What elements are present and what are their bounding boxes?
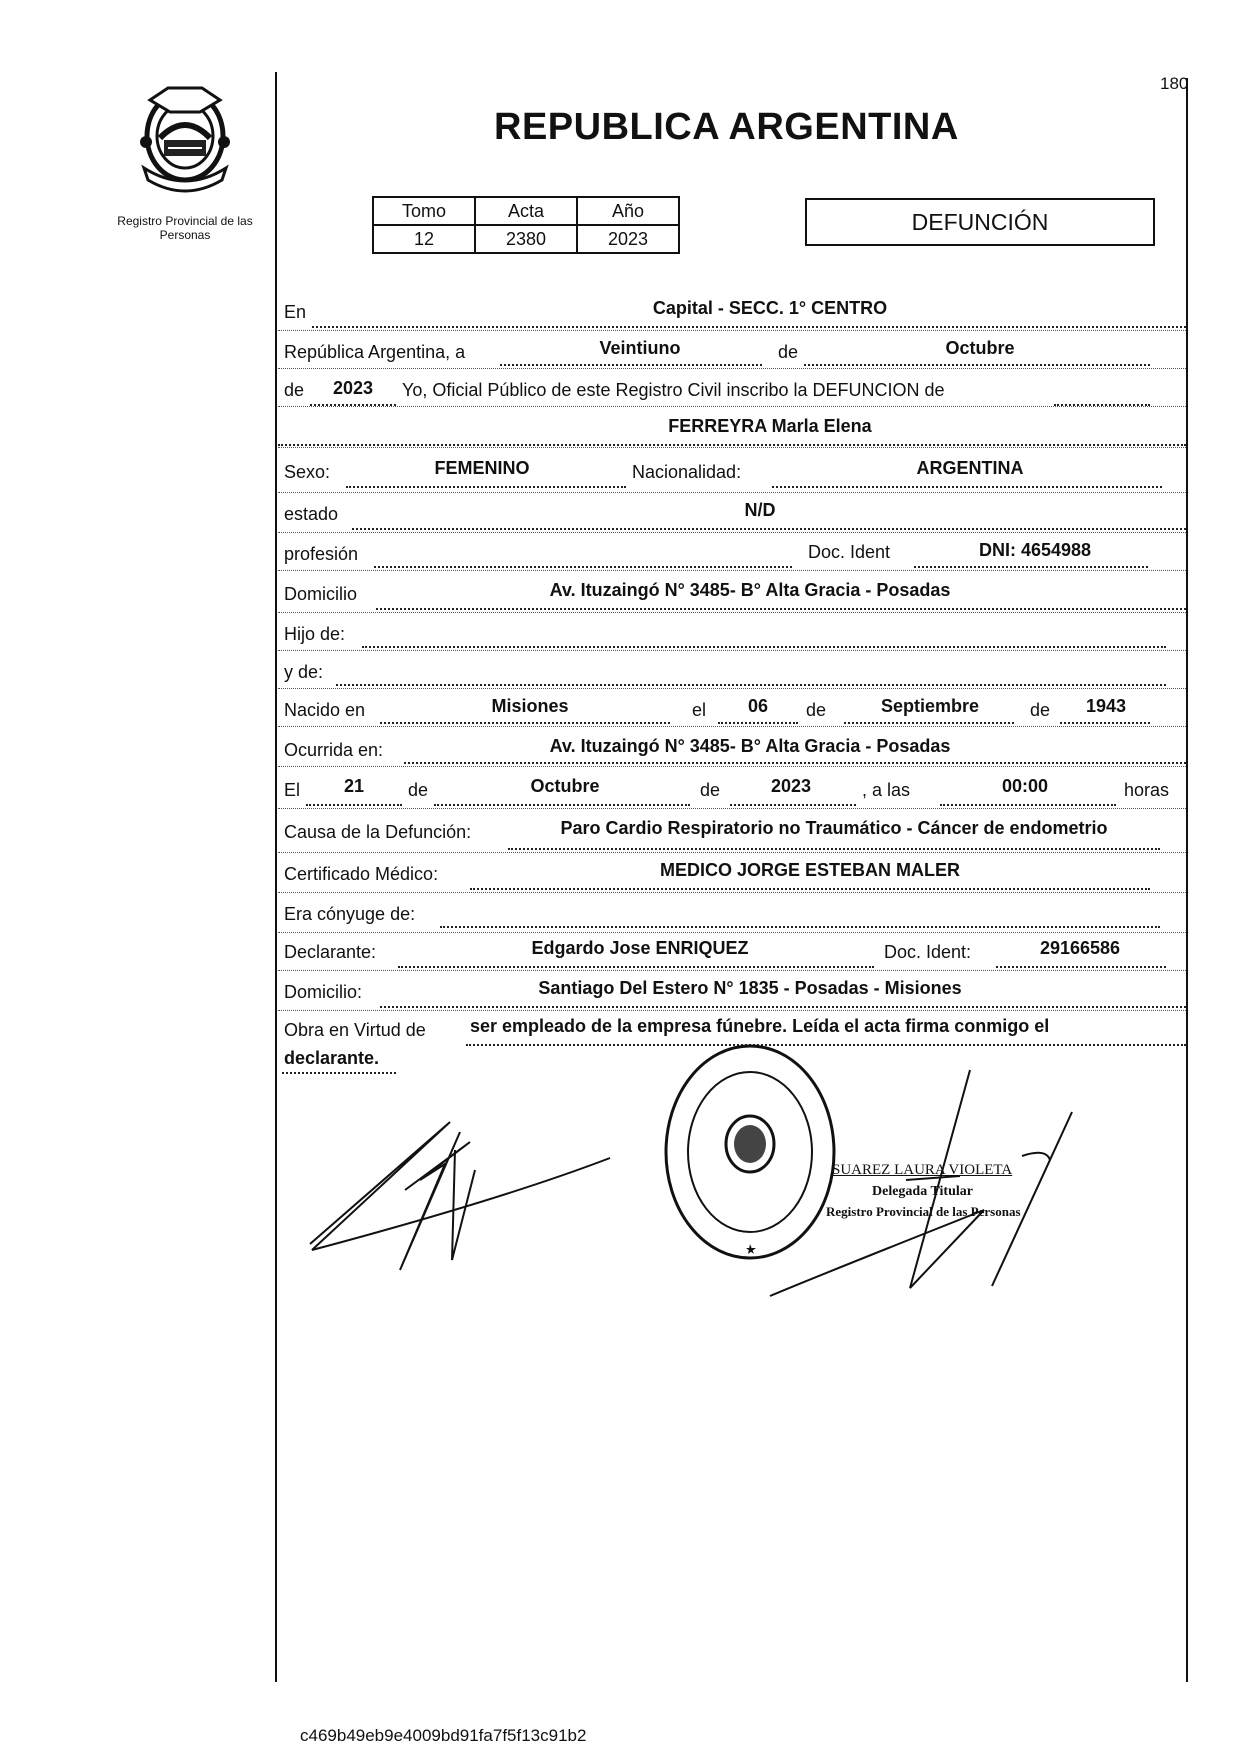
row-separator — [278, 532, 1186, 533]
dotted-line — [940, 804, 1116, 806]
de-label: de — [700, 780, 721, 800]
a-las-label: , a las — [862, 780, 911, 800]
muerte-mes-value: Octubre — [530, 776, 600, 796]
acta-value: 2380 — [475, 225, 577, 253]
dotted-line — [310, 404, 396, 406]
officer-org: Registro Provincial de las Personas — [826, 1204, 1021, 1219]
nacionalidad-label: Nacionalidad: — [632, 462, 742, 482]
tomo-value: 12 — [373, 225, 475, 253]
dotted-line — [352, 528, 1186, 530]
republica-label: República Argentina, a — [284, 342, 466, 362]
row-separator — [278, 406, 1186, 407]
tomo-header: Tomo — [373, 197, 475, 225]
sexo-label: Sexo: — [284, 462, 331, 482]
hijo-label: Hijo de: — [284, 624, 346, 644]
de-label: de — [778, 342, 799, 362]
officer-name: SUAREZ LAURA VIOLETA — [832, 1162, 1013, 1178]
dotted-line — [306, 804, 402, 806]
row-separator — [278, 447, 1186, 448]
dotted-line — [362, 646, 1166, 648]
dotted-line — [996, 966, 1166, 968]
nacido-anio-value: 1943 — [1085, 696, 1127, 716]
certificado-value: MEDICO JORGE ESTEBAN MALER — [659, 860, 961, 880]
row-separator — [278, 1010, 1186, 1011]
nacido-mes-value: Septiembre — [880, 696, 980, 716]
sexo-value: FEMENINO — [434, 458, 530, 478]
dotted-line — [380, 1006, 1186, 1008]
left-margin-line — [275, 72, 277, 1682]
domicilio-value: Av. Ituzaingó N° 3485- B° Alta Gracia - Posadas — [549, 580, 951, 600]
declarant-signature — [300, 1110, 630, 1290]
dotted-line — [772, 486, 1162, 488]
doc-ident-label: Doc. Ident — [808, 542, 891, 562]
row-separator — [278, 726, 1186, 727]
nacido-lugar-value: Misiones — [491, 696, 569, 716]
row-separator — [278, 852, 1186, 853]
de-label: de — [806, 700, 827, 720]
domicilio-label: Domicilio — [284, 584, 358, 604]
causa-label: Causa de la Defunción: — [284, 822, 472, 842]
row-separator — [278, 970, 1186, 971]
dotted-line — [376, 608, 1186, 610]
inscribo-text: Yo, Oficial Público de este Registro Civil inscribo la DEFUNCION de — [402, 380, 945, 400]
el-label: el — [692, 700, 707, 720]
en-label: En — [284, 302, 307, 322]
dotted-line — [282, 1072, 396, 1074]
dotted-line — [470, 888, 1150, 890]
dotted-line — [804, 364, 1150, 366]
ocurrida-label: Ocurrida en: — [284, 740, 384, 760]
row-separator — [278, 688, 1186, 689]
row-separator — [278, 892, 1186, 893]
dotted-line — [914, 566, 1148, 568]
row-separator — [278, 932, 1186, 933]
obra-label: Obra en Virtud de — [284, 1020, 426, 1040]
declarante-label: Declarante: — [284, 942, 377, 962]
dotted-line — [440, 926, 1160, 928]
provincial-seal-icon — [130, 82, 240, 194]
obra-value-1: ser empleado de la empresa fúnebre. Leída el acta firma conmigo el — [470, 1016, 1050, 1036]
officer-role: Delegada Titular — [872, 1184, 973, 1199]
horas-label: horas — [1124, 780, 1170, 800]
dotted-line — [404, 762, 1186, 764]
obra-value-2: declarante. — [284, 1048, 380, 1068]
de-label: de — [408, 780, 429, 800]
right-margin-line — [1186, 78, 1188, 1682]
dotted-line — [1054, 404, 1150, 406]
muerte-dia-value: 21 — [343, 776, 365, 796]
de-label: de — [1030, 700, 1051, 720]
domicilio2-value: Santiago Del Estero N° 1835 - Posadas - Misiones — [538, 978, 962, 998]
domicilio2-label: Domicilio: — [284, 982, 363, 1002]
place-value: Capital - SECC. 1° CENTRO — [652, 298, 888, 318]
dotted-line — [312, 326, 1186, 328]
dotted-line — [500, 364, 762, 366]
doc-ident-label-2: Doc. Ident: — [884, 942, 972, 962]
dotted-line — [434, 804, 690, 806]
muerte-hora-value: 00:00 — [1001, 776, 1049, 796]
profesion-label: profesión — [284, 544, 359, 564]
doc-ident-value: DNI: 4654988 — [978, 540, 1092, 560]
declarante-doc-value: 29166586 — [1039, 938, 1121, 958]
dotted-line — [380, 722, 670, 724]
nacionalidad-value: ARGENTINA — [916, 458, 1024, 478]
dotted-line — [844, 722, 1014, 724]
document-hash: c469b49eb9e4009bd91fa7f5f13c91b2 — [300, 1726, 587, 1745]
record-type-box: DEFUNCIÓN — [805, 198, 1155, 246]
dotted-line — [730, 804, 856, 806]
dotted-line — [508, 848, 1160, 850]
dotted-line — [1060, 722, 1150, 724]
estado-value: N/D — [744, 500, 776, 520]
declarante-value: Edgardo Jose ENRIQUEZ — [531, 938, 749, 958]
nacido-label: Nacido en — [284, 700, 366, 720]
registry-logo — [130, 82, 240, 194]
officer-signature — [760, 1060, 1100, 1300]
conyuge-label: Era cónyuge de: — [284, 904, 416, 924]
anio-header: Año — [577, 197, 679, 225]
dotted-line — [374, 566, 792, 568]
anio-value: 2023 — [577, 225, 679, 253]
row-separator — [278, 612, 1186, 613]
day-words-value: Veintiuno — [599, 338, 681, 358]
dotted-line — [336, 684, 1166, 686]
row-separator — [278, 492, 1186, 493]
year-value: 2023 — [332, 378, 374, 398]
estado-label: estado — [284, 504, 339, 524]
row-separator — [278, 330, 1186, 331]
dotted-line — [718, 722, 798, 724]
row-separator — [278, 766, 1186, 767]
ocurrida-value: Av. Ituzaingó N° 3485- B° Alta Gracia - Posadas — [549, 736, 951, 756]
registry-label: Registro Provincial de las Personas — [117, 214, 253, 242]
row-separator — [278, 570, 1186, 571]
row-separator — [278, 808, 1186, 809]
muerte-anio-value: 2023 — [770, 776, 812, 796]
year-prefix-label: de — [284, 380, 305, 400]
dotted-line — [278, 444, 1186, 446]
el-cap-label: El — [284, 780, 301, 800]
nacido-dia-value: 06 — [747, 696, 769, 716]
page-title: REPUBLICA ARGENTINA — [494, 106, 959, 148]
deceased-name: FERREYRA Marla Elena — [668, 416, 872, 436]
reference-table — [372, 196, 680, 254]
causa-value: Paro Cardio Respiratorio no Traumático - Cáncer de endometrio — [560, 818, 1108, 838]
row-separator — [278, 368, 1186, 369]
dotted-line — [398, 966, 874, 968]
dotted-line — [346, 486, 626, 488]
page-number: 180 — [1160, 74, 1189, 93]
month-value: Octubre — [945, 338, 1015, 358]
certificado-label: Certificado Médico: — [284, 864, 439, 884]
row-separator — [278, 650, 1186, 651]
y-de-label: y de: — [284, 662, 324, 682]
acta-header: Acta — [475, 197, 577, 225]
